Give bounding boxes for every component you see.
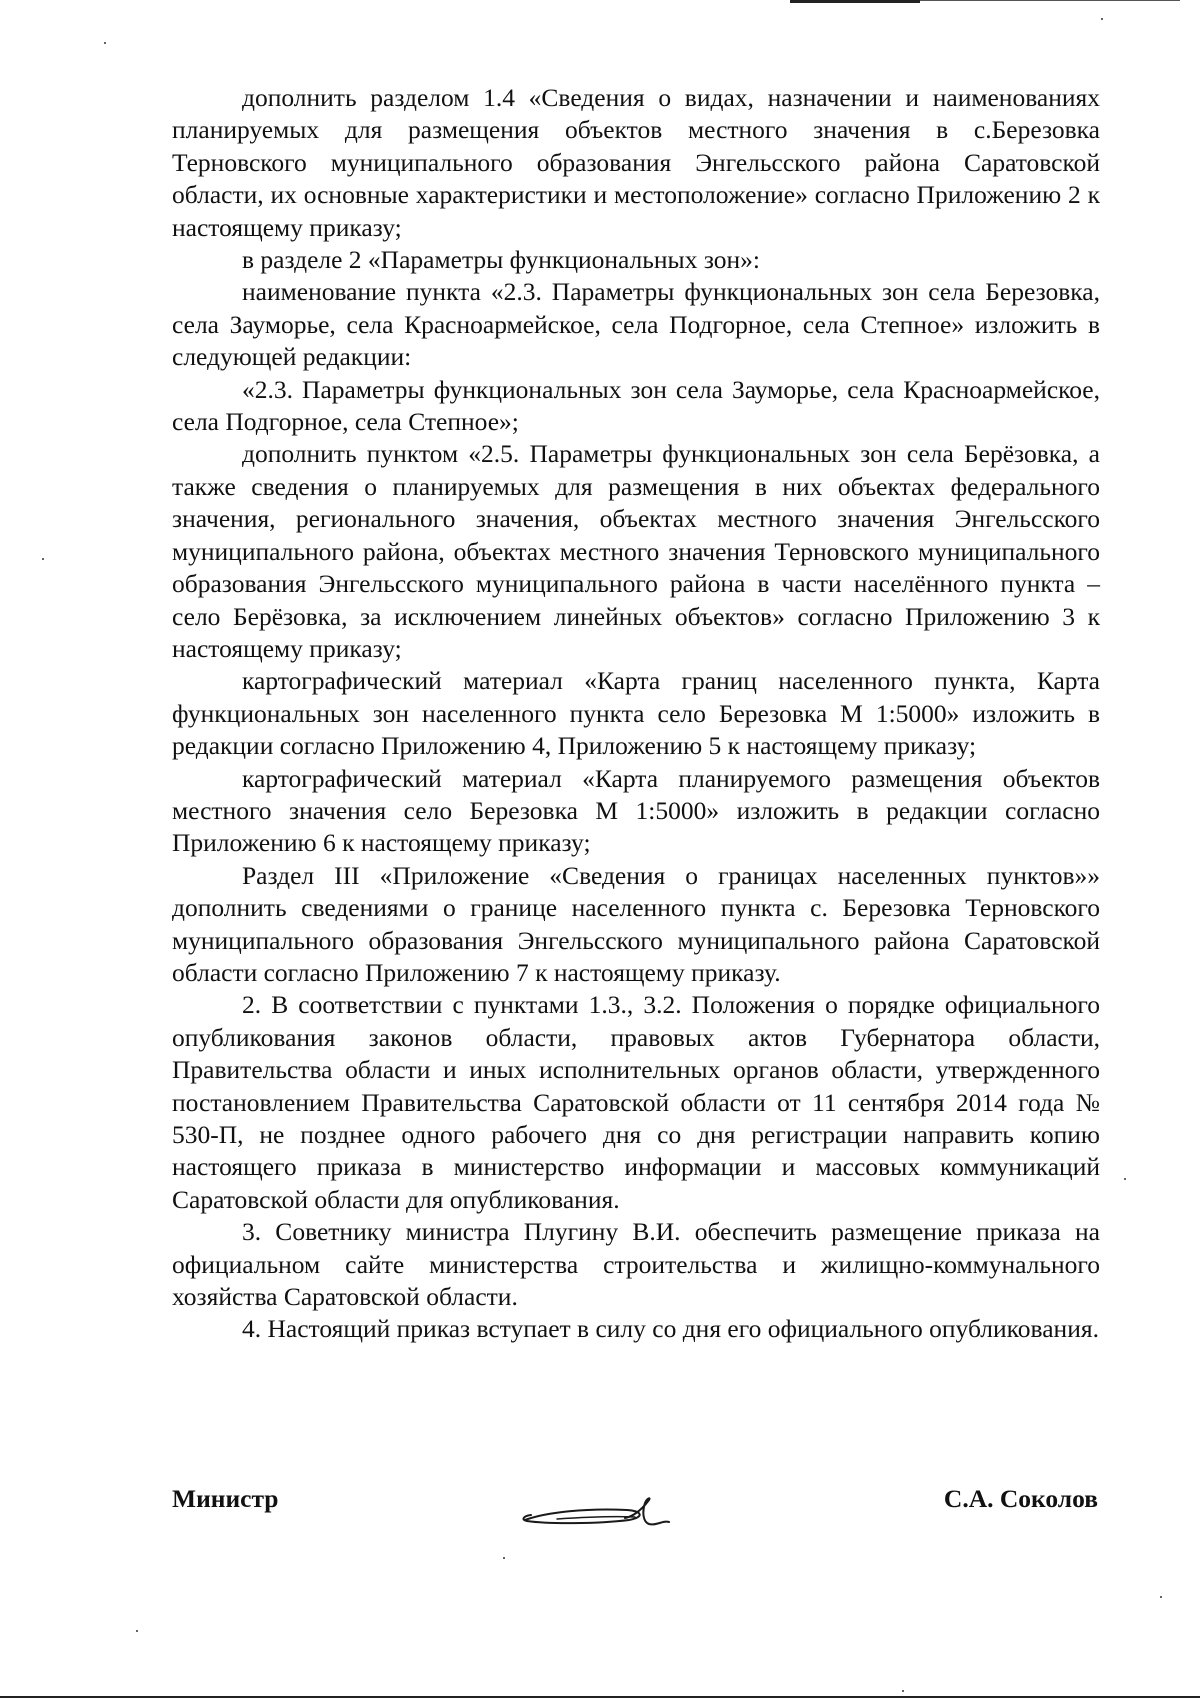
paragraph-clause-3: 3. Советнику министра Плугину В.И. обеспечить размещение приказа на официальном сайте министерства строительства и жилищно-коммунального хозяйства Саратовской области. — [172, 1217, 1100, 1312]
scan-speck — [42, 558, 44, 560]
signature-block — [172, 1484, 1098, 1544]
signer-title: Министр — [172, 1484, 279, 1513]
handwritten-signature — [517, 1486, 697, 1536]
scan-speck — [104, 42, 106, 44]
scan-speck — [1101, 18, 1103, 20]
scan-speck — [136, 1630, 138, 1632]
scan-speck — [503, 1557, 505, 1559]
scan-edge-mark — [790, 0, 920, 3]
paragraph-map-borders: картографический материал «Карта границ населенного пункта, Карта функциональных зон населенного пункта село Березовка М 1:5000» изложить в редакции согласно Приложению 4, Приложению 5 к настоящему приказу; — [172, 666, 1100, 761]
paragraph-item-2-3-name: наименование пункта «2.3. Параметры функциональных зон села Березовка, села Зауморье, села Красноармейское, села Подгорное, села Степное» изложить в следующей редакции: — [172, 277, 1100, 372]
paragraph-clause-4: 4. Настоящий приказ вступает в силу со дня его официального опубликования. — [242, 1314, 1099, 1344]
scan-speck — [902, 1690, 904, 1692]
paragraph-section-2-intro: в разделе 2 «Параметры функциональных зон»: — [242, 245, 760, 275]
paragraph-clause-2: 2. В соответствии с пунктами 1.3., 3.2. Положения о порядке официального опубликования законов области, правовых актов Губернатора области, Правительства области и иных исполнительных органов области, утвержденного постановлением Правительства Саратовской области от 11 сентября 2014 года № 530-П, не позднее одного рабочего дня со дня регистрации направить копию настоящего приказа в министерство информации и массовых коммуникаций Саратовской области для опубликования. — [172, 990, 1100, 1214]
paragraph-item-2-5: дополнить пунктом «2.5. Параметры функциональных зон села Берёзовка, а также сведения о планируемых для размещения в них объектах федерального значения, регионального значения, объектах местного значения Энгельсского муниципального района, объектах местного значения Терновского муниципального образования Энгельсского муниципального района в части населённого пункта – село Берёзовка, за исключением линейных объектов» согласно Приложению 3 к настоящему приказу; — [172, 439, 1100, 663]
scan-speck — [1124, 1178, 1126, 1180]
paragraph-item-2-3-new: «2.3. Параметры функциональных зон села Зауморье, села Красноармейское, села Подгорное, села Степное»; — [172, 374, 1100, 437]
paragraph-section-1-4: дополнить разделом 1.4 «Сведения о видах, назначении и наименованиях планируемых для размещения объектов местного значения в с.Березовка Терновского муниципального образования Энгельсского района Саратовской области, их основные характеристики и местоположение» согласно Приложению 2 к настоящему приказу; — [172, 83, 1100, 242]
scan-speck — [1160, 1596, 1162, 1598]
signer-name: С.А. Соколов — [943, 1484, 1098, 1513]
paragraph-section-3: Раздел III «Приложение «Сведения о границах населенных пунктов»» дополнить сведениями о границе населенного пункта с. Березовка Терновского муниципального образования Энгельсского муниципального района Саратовской области согласно Приложению 7 к настоящему приказу. — [172, 860, 1100, 987]
paragraph-map-placement: картографический материал «Карта планируемого размещения объектов местного значения село Березовка М 1:5000» изложить в редакции согласно Приложению 6 к настоящему приказу; — [172, 763, 1100, 858]
scan-edge-line — [920, 0, 1180, 1]
document-body — [172, 82, 1100, 1346]
